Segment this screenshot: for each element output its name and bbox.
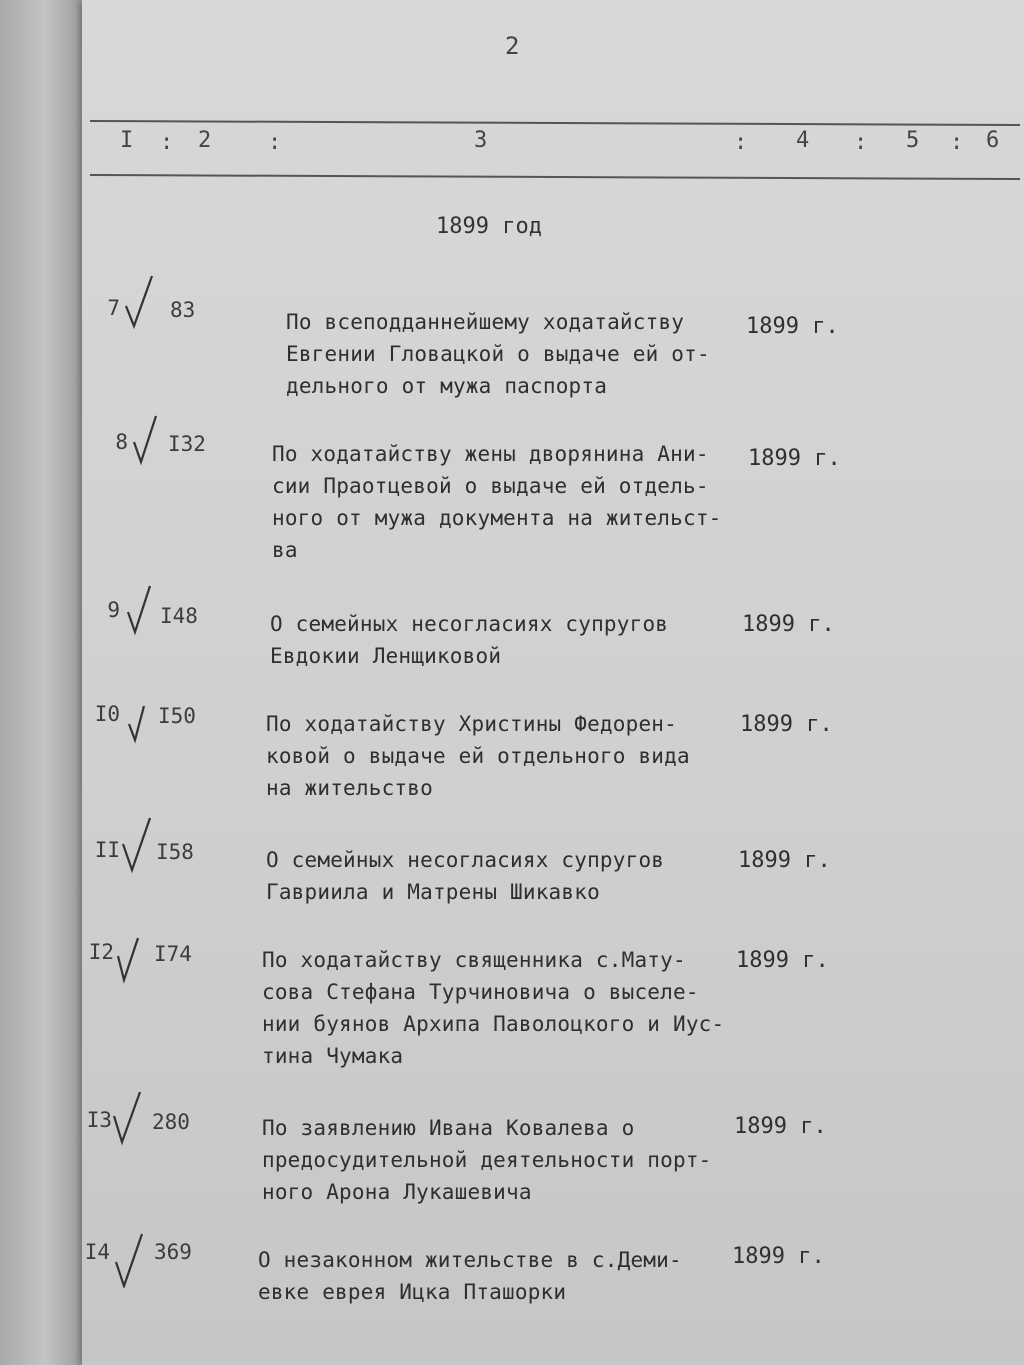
checkmark-icon	[112, 1228, 146, 1288]
header-separator: :	[950, 130, 964, 155]
entry-number: I3	[86, 1108, 112, 1132]
checkmark-icon	[124, 580, 158, 640]
entry-date: 1899 г.	[746, 314, 839, 339]
header-col-6: 6	[986, 128, 1000, 153]
checkmark-icon	[122, 272, 156, 332]
case-number: I50	[158, 704, 196, 728]
entry-description: По ходатайству жены дворянина Ани- сии Праотцевой о выдаче ей отдель- ного от мужа документа на жительст- ва	[272, 442, 722, 562]
checkmark-icon	[130, 410, 164, 470]
case-number: I32	[168, 432, 206, 456]
entry-description: О семейных несогласиях супругов Евдокии Ленщиковой	[270, 612, 669, 668]
checkmark-icon	[110, 1086, 144, 1146]
entry-date: 1899 г.	[738, 848, 831, 873]
entry-date: 1899 г.	[748, 446, 841, 471]
case-number: I74	[154, 942, 192, 966]
header-col-1: I	[120, 128, 134, 153]
previous-page-edge	[0, 0, 82, 1365]
entry-description: По ходатайству Христины Федорен- ковой о выдаче ей отдельного вида на жительство	[266, 712, 690, 800]
entry-number: I4	[84, 1240, 110, 1264]
case-number: I58	[156, 840, 194, 864]
checkmark-icon	[114, 928, 148, 988]
entry-description: По заявлению Ивана Ковалева о предосудительной деятельности порт- ного Арона Лукашевича	[262, 1116, 712, 1204]
header-col-5: 5	[906, 128, 920, 153]
entry-number: 7	[107, 296, 120, 320]
entry-date: 1899 г.	[742, 612, 835, 637]
entry-description: О незаконном жительстве в с.Деми- евке еврея Ицка Пташорки	[258, 1248, 682, 1304]
entry-description: По ходатайству священника с.Мату- сова Стефана Турчиновича о выселе- нии буянов Архипа Паволоцкого и Иус- тина Чумака	[262, 948, 725, 1068]
header-separator: :	[268, 130, 282, 155]
entry-date: 1899 г.	[734, 1114, 827, 1139]
entry-number: I2	[88, 940, 114, 964]
header-separator: :	[854, 130, 868, 155]
entry-number: 9	[107, 598, 120, 622]
entry-number: I0	[94, 702, 120, 726]
year-heading: 1899 год	[436, 214, 542, 239]
checkmark-icon	[124, 690, 158, 750]
entry-date: 1899 г.	[732, 1244, 825, 1269]
checkmark-icon	[120, 814, 154, 874]
case-number: 280	[152, 1110, 190, 1134]
case-number: 369	[154, 1240, 192, 1264]
header-col-3: 3	[474, 128, 488, 153]
page-number: 2	[505, 32, 520, 60]
entry-date: 1899 г.	[736, 948, 829, 973]
header-col-4: 4	[796, 128, 810, 153]
case-number: 83	[170, 298, 196, 322]
entry-date: 1899 г.	[740, 712, 833, 737]
entry-description: О семейных несогласиях супругов Гавриила и Матрены Шикавко	[266, 848, 665, 904]
entry-number: II	[94, 838, 120, 862]
entry-description: По всеподданнейшему ходатайству Евгении Гловацкой о выдаче ей от- дельного от мужа паспорта	[286, 310, 710, 398]
header-separator: :	[160, 130, 174, 155]
header-separator: :	[734, 130, 748, 155]
case-number: I48	[160, 604, 198, 628]
entry-number: 8	[115, 430, 128, 454]
header-col-2: 2	[198, 128, 212, 153]
